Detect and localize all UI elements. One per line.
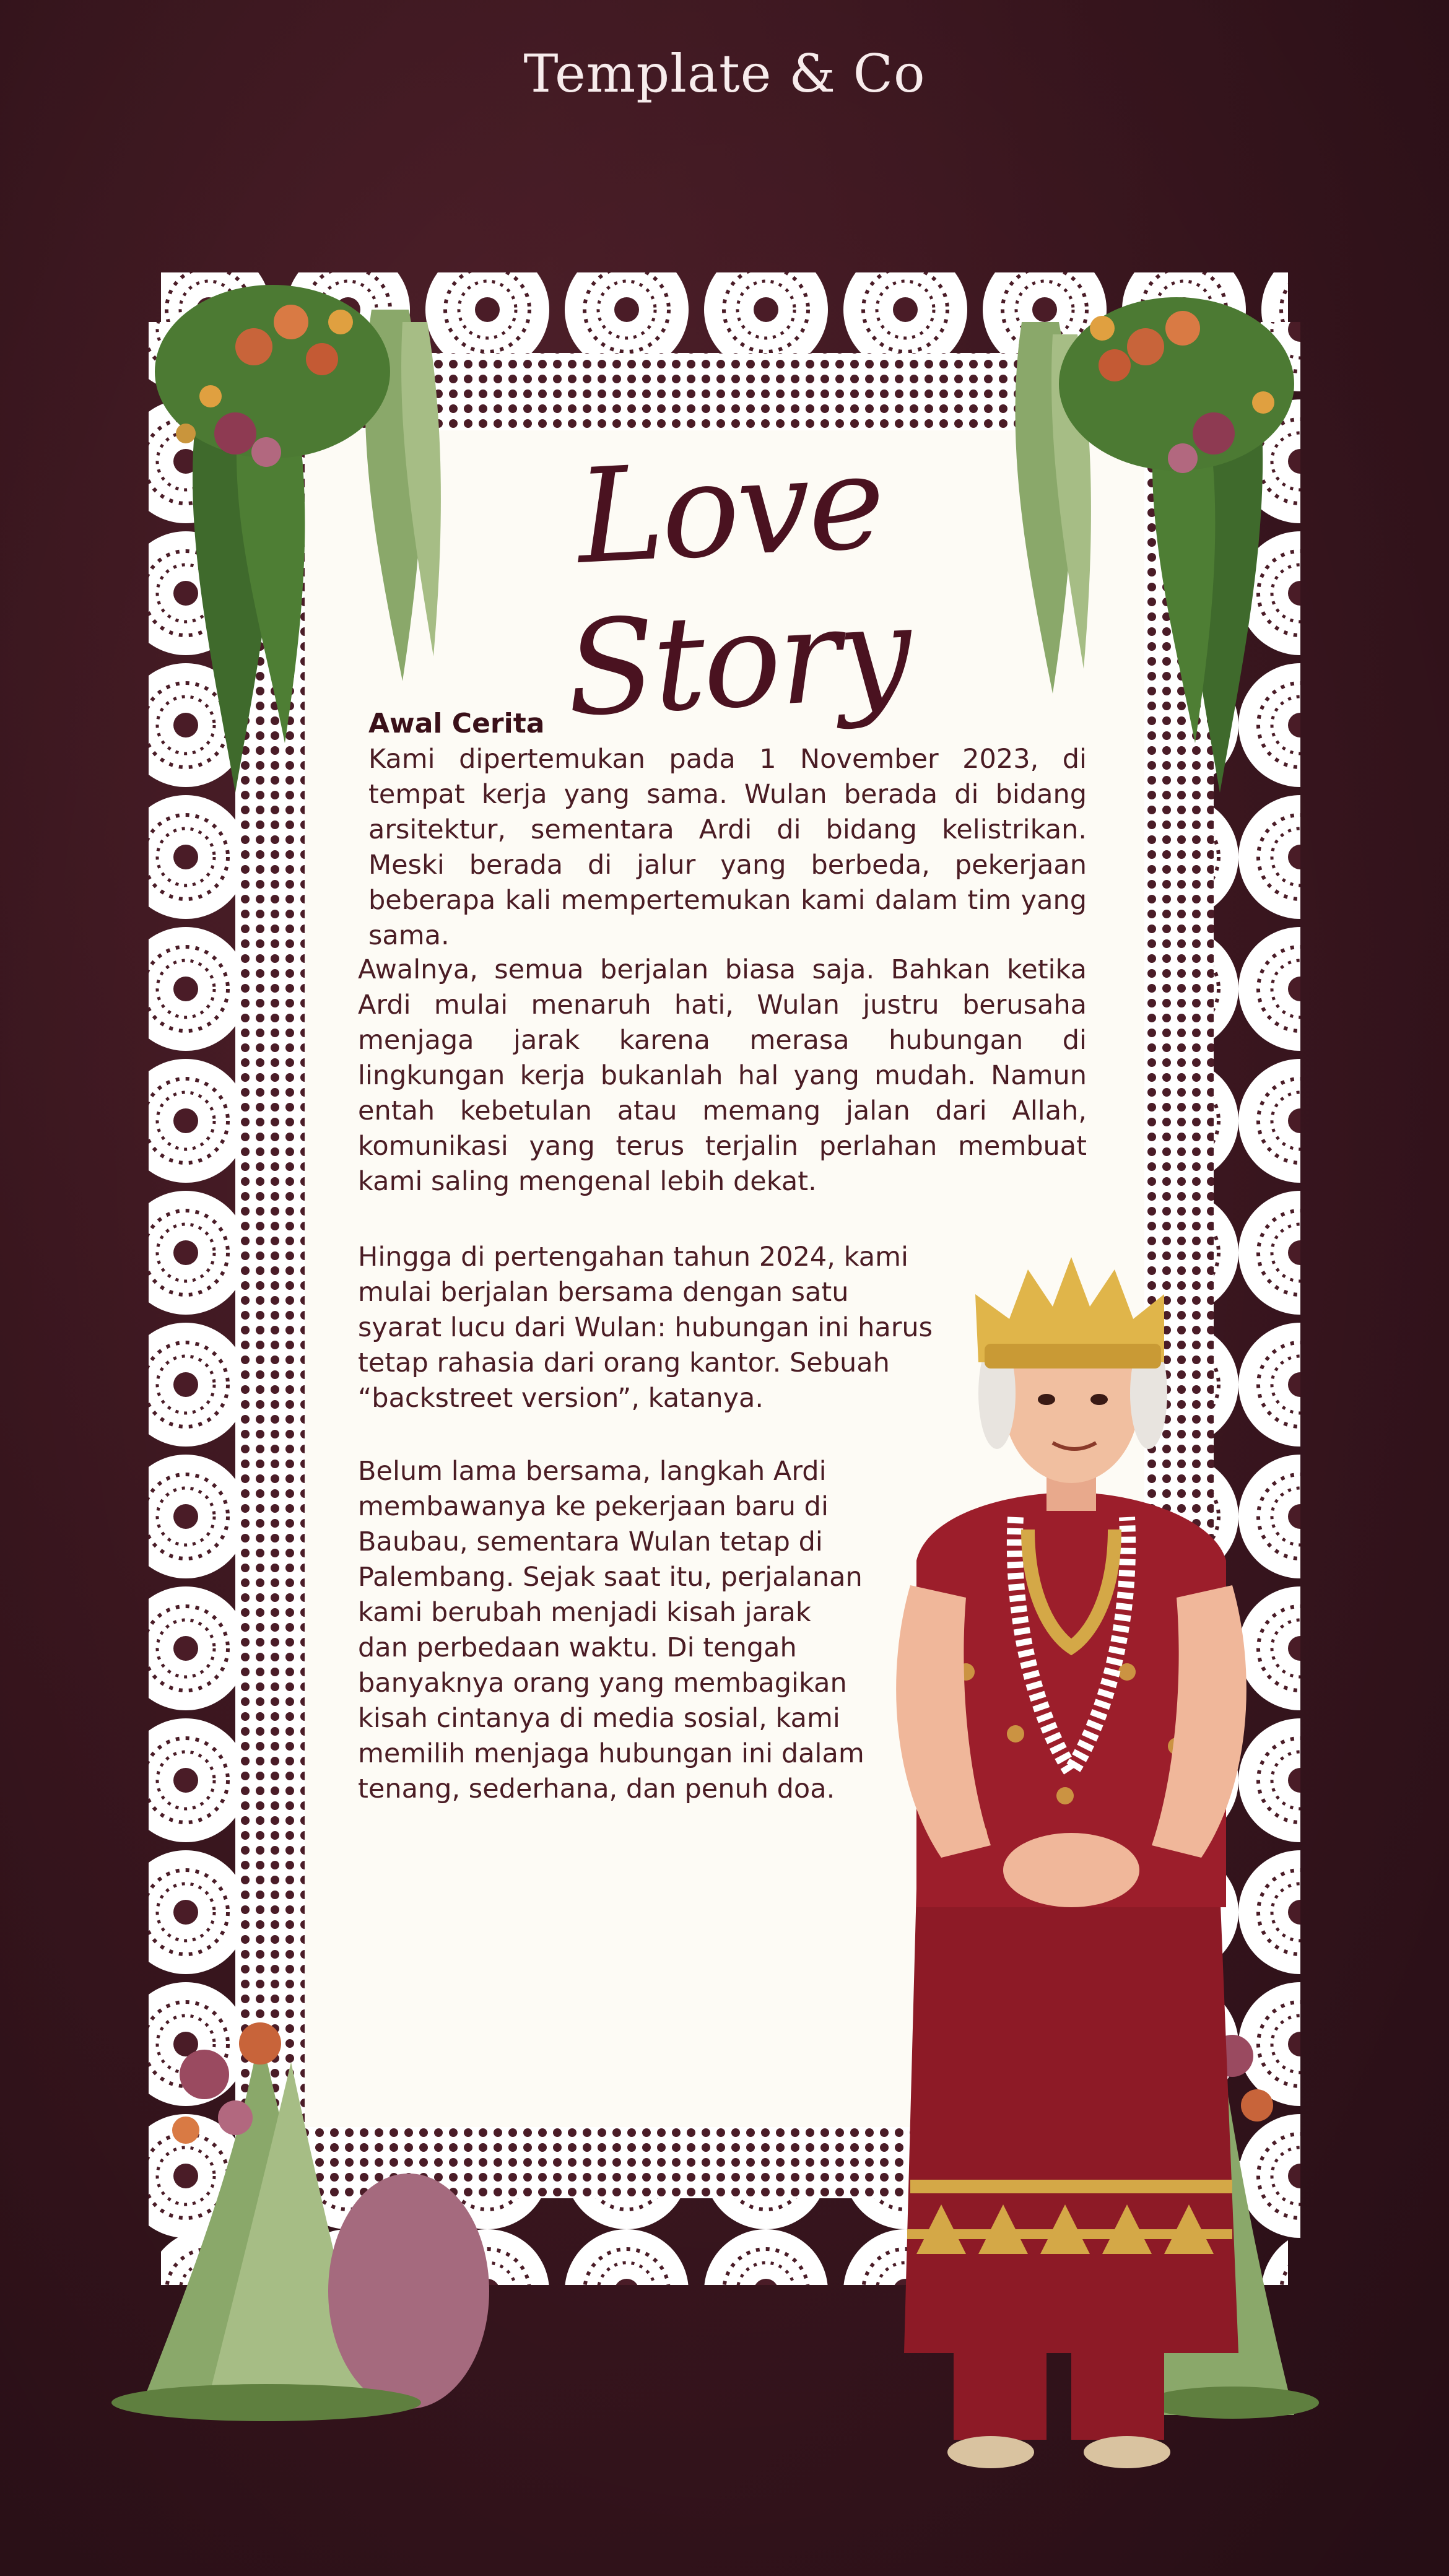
story-paragraph-2: Awalnya, semua berjalan biasa saja. Bahkan ketika Ardi mulai menaruh hati, Wulan justru berusaha menjaga jarak karena merasa hubungan di lingkungan kerja bukanlah hal yang mudah. Namun entah kebetulan atau memang jalan dari Allah, komunikasi yang terus terjalin perlahan membuat kami saling mengenal lebih dekat. bbox=[358, 954, 1087, 1197]
story-paragraph-4: Belum lama bersama, langkah Ardi membawanya ke pekerjaan baru di Baubau, sementara Wulan tetap di Palembang. Sejak saat itu, perjalanan kami berubah menjadi kisah jarak dan perbedaan waktu. Di tengah banyaknya orang yang membagikan kisah cintanya di media sosial, kami memilih menjaga hubungan ini dalam tenang, sederhana, dan penuh doa. bbox=[358, 1456, 864, 1804]
brand-name: Template & Co bbox=[523, 43, 926, 104]
story-paragraph-3: Hingga di pertengahan tahun 2024, kami mulai berjalan bersama dengan satu syarat lucu dari Wulan: hubungan ini harus tetap rahasia dari orang kantor. Sebuah “backstreet version”, katanya. bbox=[358, 1242, 933, 1414]
story-heading: Awal Cerita bbox=[368, 708, 545, 739]
story-paragraph-1: Kami dipertemukan pada 1 November 2023, di tempat kerja yang sama. Wulan berada di bidang arsitektur, sementara Ardi di bidang kelistrikan. Meski berada di jalur yang berbeda, pekerjaan beberapa kali mempertemukan kami dalam tim yang sama. bbox=[368, 744, 1087, 951]
page-title: Love Story bbox=[562, 425, 913, 746]
